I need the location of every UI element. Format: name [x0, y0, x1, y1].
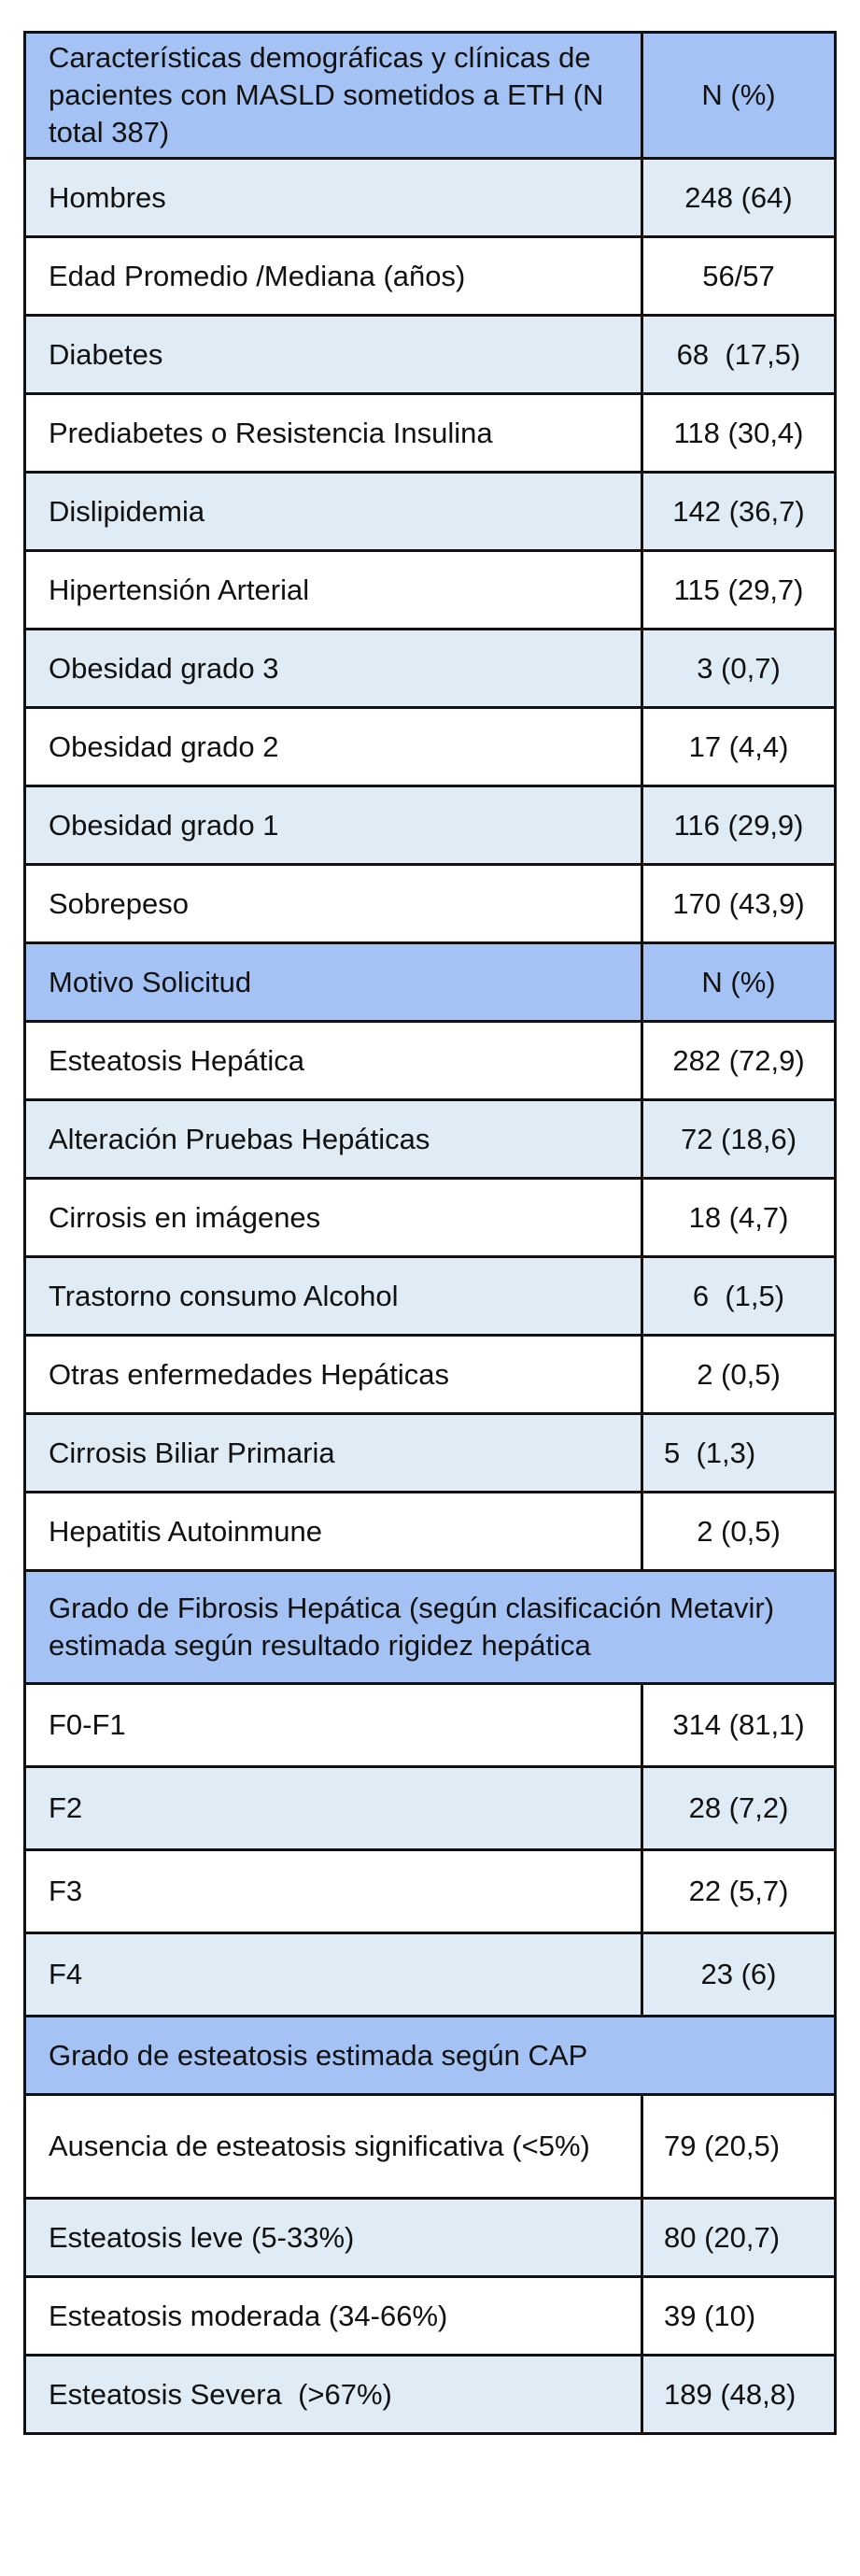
row-label: Cirrosis Biliar Primaria [25, 1414, 642, 1493]
row-label: Otras enfermedades Hepáticas [25, 1336, 642, 1414]
row-label: Hombres [25, 159, 642, 237]
row-label: Esteatosis moderada (34-66%) [25, 2277, 642, 2356]
table-row [25, 394, 836, 473]
row-value: 170 (43,9) [642, 865, 836, 943]
row-value: 2 (0,5) [642, 1336, 836, 1414]
section-header-request-reason [25, 943, 836, 1022]
row-label: Obesidad grado 1 [25, 786, 642, 865]
row-label: Alteración Pruebas Hepáticas [25, 1100, 642, 1179]
row-value: 314 (81,1) [642, 1684, 836, 1767]
table-row [25, 865, 836, 943]
header-label: Motivo Solicitud [25, 943, 642, 1022]
row-label: Ausencia de esteatosis significativa (<5%) [25, 2095, 642, 2199]
row-value: 28 (7,2) [642, 1767, 836, 1850]
section-header-demographics [25, 33, 836, 159]
row-value: 2 (0,5) [642, 1493, 836, 1571]
row-label: Dislipidemia [25, 473, 642, 551]
header-label: Características demográficas y clínicas de pacientes con MASLD sometidos a ETH (N total 387) [25, 33, 642, 159]
header-value: N (%) [642, 943, 836, 1022]
header-value: N (%) [642, 33, 836, 159]
row-value: 6 (1,5) [642, 1257, 836, 1336]
row-value: 189 (48,8) [642, 2356, 836, 2434]
row-label: Esteatosis leve (5-33%) [25, 2199, 642, 2277]
table-row [25, 1933, 836, 2017]
row-value: 248 (64) [642, 159, 836, 237]
row-label: Esteatosis Severa (>67%) [25, 2356, 642, 2434]
table-row [25, 2199, 836, 2277]
header-label: Grado de Fibrosis Hepática (según clasificación Metavir) estimada según resultado rigidez hepática [25, 1571, 836, 1684]
table-row [25, 1493, 836, 1571]
row-value: 56/57 [642, 237, 836, 316]
row-label: Trastorno consumo Alcohol [25, 1257, 642, 1336]
row-value: 282 (72,9) [642, 1022, 836, 1100]
table-row [25, 1684, 836, 1767]
row-label: F4 [25, 1933, 642, 2017]
table-row [25, 1414, 836, 1493]
row-value: 18 (4,7) [642, 1179, 836, 1257]
row-label: Diabetes [25, 316, 642, 394]
row-value: 118 (30,4) [642, 394, 836, 473]
row-value: 115 (29,7) [642, 551, 836, 630]
row-value: 72 (18,6) [642, 1100, 836, 1179]
table-row [25, 237, 836, 316]
row-label: Cirrosis en imágenes [25, 1179, 642, 1257]
section-header-fibrosis [25, 1571, 836, 1684]
table-row [25, 1100, 836, 1179]
table-row [25, 786, 836, 865]
table-row [25, 473, 836, 551]
table-row [25, 1257, 836, 1336]
section-header-steatosis [25, 2017, 836, 2095]
table-row [25, 316, 836, 394]
row-label: Prediabetes o Resistencia Insulina [25, 394, 642, 473]
table-row [25, 708, 836, 786]
row-label: Edad Promedio /Mediana (años) [25, 237, 642, 316]
row-value: 142 (36,7) [642, 473, 836, 551]
row-label: Hepatitis Autoinmune [25, 1493, 642, 1571]
table-row [25, 1179, 836, 1257]
row-value: 68 (17,5) [642, 316, 836, 394]
row-label: Sobrepeso [25, 865, 642, 943]
header-label: Grado de esteatosis estimada según CAP [25, 2017, 836, 2095]
row-value: 116 (29,9) [642, 786, 836, 865]
patient-characteristics-table [23, 31, 837, 2435]
table-row [25, 1022, 836, 1100]
row-value: 22 (5,7) [642, 1850, 836, 1933]
row-label: Obesidad grado 2 [25, 708, 642, 786]
table-row [25, 1850, 836, 1933]
row-label: F0-F1 [25, 1684, 642, 1767]
row-label: Hipertensión Arterial [25, 551, 642, 630]
row-value: 39 (10) [642, 2277, 836, 2356]
row-label: Esteatosis Hepática [25, 1022, 642, 1100]
table-row [25, 2277, 836, 2356]
row-value: 5 (1,3) [642, 1414, 836, 1493]
table-row [25, 1336, 836, 1414]
row-label: Obesidad grado 3 [25, 630, 642, 708]
row-value: 3 (0,7) [642, 630, 836, 708]
row-label: F2 [25, 1767, 642, 1850]
table-row [25, 551, 836, 630]
table-row [25, 1767, 836, 1850]
row-label: F3 [25, 1850, 642, 1933]
row-value: 17 (4,4) [642, 708, 836, 786]
row-value: 80 (20,7) [642, 2199, 836, 2277]
table-row [25, 2356, 836, 2434]
table-row [25, 159, 836, 237]
row-value: 79 (20,5) [642, 2095, 836, 2199]
table-row [25, 2095, 836, 2199]
row-value: 23 (6) [642, 1933, 836, 2017]
table-row [25, 630, 836, 708]
